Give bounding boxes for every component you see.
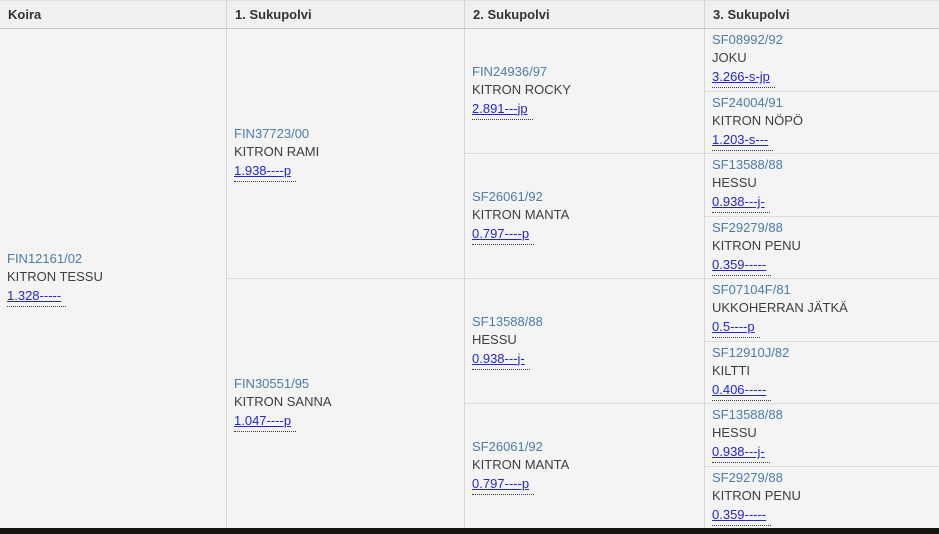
dog-name: HESSU bbox=[712, 425, 757, 441]
coefficient-link[interactable] bbox=[472, 225, 534, 245]
registration-link[interactable]: SF26061/92 bbox=[472, 438, 543, 454]
coefficient-link[interactable] bbox=[712, 443, 770, 463]
coefficient-link[interactable] bbox=[712, 68, 775, 88]
dog-name: HESSU bbox=[712, 175, 757, 191]
coefficient-value: 1.047----p bbox=[234, 413, 292, 428]
coefficient-link[interactable] bbox=[234, 412, 296, 432]
registration-link[interactable]: FIN30551/95 bbox=[234, 376, 310, 391]
coefficient-value: 1.203-s--- bbox=[712, 131, 769, 147]
pedigree-cell bbox=[705, 342, 939, 405]
coefficient-value: 0.797----p bbox=[472, 225, 530, 241]
header-generation-3: 3. Sukupolvi bbox=[713, 7, 790, 22]
coefficient-value: 0.938---j- bbox=[472, 350, 525, 366]
header-generation-2: 2. Sukupolvi bbox=[465, 1, 705, 28]
coefficient-link[interactable] bbox=[234, 162, 296, 182]
pedigree-cell bbox=[465, 29, 704, 154]
pedigree-cell bbox=[705, 217, 939, 280]
dog-name: KITRON MANTA bbox=[472, 206, 570, 222]
dog-name: KITRON MANTA bbox=[472, 456, 570, 472]
dog-name: JOKU bbox=[712, 50, 747, 66]
coefficient-value: 0.938---j- bbox=[712, 444, 765, 460]
dog-name: KILTTI bbox=[712, 362, 751, 378]
coefficient-value: 1.328----- bbox=[7, 288, 62, 303]
coefficient-link[interactable] bbox=[712, 506, 771, 526]
registration-link[interactable]: FIN12161/02 bbox=[7, 251, 83, 266]
column-generation-1 bbox=[227, 29, 465, 528]
coefficient-value: 0.938---j- bbox=[712, 194, 765, 210]
pedigree-cell bbox=[705, 92, 939, 155]
registration-link[interactable]: SF12910J/82 bbox=[712, 344, 790, 360]
dog-name: KITRON ROCKY bbox=[472, 81, 571, 97]
registration-link[interactable]: SF24004/91 bbox=[712, 94, 783, 110]
header-koira: Koira bbox=[0, 1, 227, 28]
coefficient-link[interactable] bbox=[712, 318, 760, 338]
pedigree-cell bbox=[705, 404, 939, 467]
registration-link[interactable]: SF13588/88 bbox=[712, 407, 783, 423]
registration-link[interactable]: SF13588/88 bbox=[472, 313, 543, 329]
coefficient-value: 0.359----- bbox=[712, 256, 767, 272]
dog-name: HESSU bbox=[472, 331, 517, 347]
pedigree-cell bbox=[705, 467, 939, 529]
registration-link[interactable]: FIN37723/00 bbox=[234, 126, 310, 141]
dog-name: KITRON PENU bbox=[712, 487, 801, 503]
registration-link[interactable]: SF13588/88 bbox=[712, 157, 783, 173]
pedigree-cell-dam bbox=[227, 279, 464, 528]
coefficient-link[interactable] bbox=[472, 350, 530, 370]
registration-link[interactable]: FIN24936/97 bbox=[472, 63, 548, 79]
registration-link[interactable]: SF26061/92 bbox=[472, 188, 543, 204]
background-photo-edge bbox=[0, 528, 939, 534]
dog-name: UKKOHERRAN JÄTKÄ bbox=[712, 300, 848, 316]
pedigree-cell-dog bbox=[0, 29, 226, 528]
pedigree-cell-sire bbox=[227, 29, 464, 279]
registration-link[interactable]: SF07104F/81 bbox=[712, 282, 791, 298]
dog-name: KITRON TESSU bbox=[7, 269, 103, 284]
column-generation-3 bbox=[705, 29, 939, 528]
coefficient-link[interactable] bbox=[7, 287, 66, 307]
pedigree-cell bbox=[465, 404, 704, 528]
pedigree-cell bbox=[705, 154, 939, 217]
coefficient-link[interactable] bbox=[712, 381, 771, 401]
pedigree-body bbox=[0, 29, 939, 528]
dog-name: KITRON PENU bbox=[712, 237, 801, 253]
pedigree-cell bbox=[465, 154, 704, 279]
pedigree-header-row bbox=[0, 1, 939, 29]
registration-link[interactable]: SF29279/88 bbox=[712, 469, 783, 485]
column-generation-2 bbox=[465, 29, 705, 528]
coefficient-value: 0.797----p bbox=[472, 475, 530, 491]
header-generation-1: 1. Sukupolvi bbox=[227, 1, 465, 28]
coefficient-value: 1.938----p bbox=[234, 163, 292, 178]
coefficient-link[interactable] bbox=[712, 256, 771, 276]
coefficient-value: 0.359----- bbox=[712, 506, 767, 522]
coefficient-value: 3.266-s-jp bbox=[712, 69, 770, 85]
coefficient-link[interactable] bbox=[472, 100, 533, 120]
dog-name: KITRON RAMI bbox=[234, 144, 320, 159]
coefficient-value: 2.891---jp bbox=[472, 100, 528, 116]
coefficient-link[interactable] bbox=[712, 193, 770, 213]
pedigree-cell bbox=[705, 29, 939, 92]
coefficient-value: 0.406----- bbox=[712, 381, 767, 397]
coefficient-value: 0.5----p bbox=[712, 319, 755, 335]
dog-name: KITRON SANNA bbox=[234, 394, 332, 409]
pedigree-cell bbox=[465, 279, 704, 404]
pedigree-cell bbox=[705, 279, 939, 342]
registration-link[interactable]: SF08992/92 bbox=[712, 32, 783, 48]
coefficient-link[interactable] bbox=[472, 475, 534, 495]
column-koira bbox=[0, 29, 227, 528]
coefficient-link[interactable] bbox=[712, 131, 773, 151]
dog-name: KITRON NÖPÖ bbox=[712, 112, 804, 128]
registration-link[interactable]: SF29279/88 bbox=[712, 219, 783, 235]
